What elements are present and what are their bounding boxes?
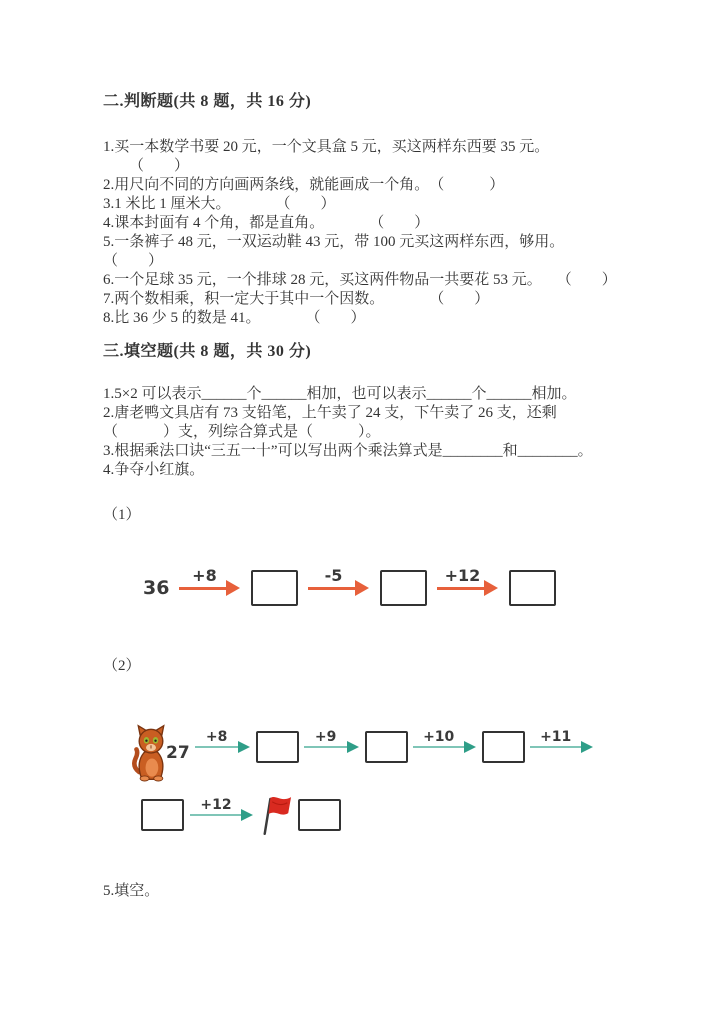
- judgement-q4: 4.课本封面有 4 个角，都是直角。 （ ）: [103, 215, 430, 231]
- judgement-q7: 7.两个数相乘，积一定大于其中一个因数。 （ ）: [103, 291, 490, 307]
- judgement-q1-answer-blank: （ ）: [129, 158, 190, 174]
- fill-blank-questions: [103, 385, 650, 480]
- judgement-q8: 8.比 36 少 5 的数是 41。 （ ）: [103, 310, 366, 326]
- arrow-shaft: [530, 746, 582, 748]
- arrow-shaft: [190, 814, 242, 816]
- number-chain-diagram-2-row-1: [131, 716, 650, 778]
- cat-icon: [131, 723, 171, 783]
- number-chain-diagram-2-row-2: [141, 794, 650, 836]
- answer-box: [380, 570, 427, 606]
- subitem-1-label: （1）: [103, 507, 141, 523]
- operation-label: +8: [192, 566, 217, 585]
- operation-label: +12: [200, 797, 232, 813]
- fill-q3: 3.根据乘法口诀“三五一十”可以写出两个乘法算式是________和________。: [103, 443, 593, 459]
- fill-q1: 1.5×2 可以表示______个______相加，也可以表示______个______相加。: [103, 386, 577, 402]
- arrow-shaft: [179, 587, 227, 590]
- operation-label: -5: [324, 566, 343, 585]
- answer-box: [141, 799, 184, 831]
- judgement-q6: 6.一个足球 35 元，一个排球 28 元，买这两件物品一共要花 53 元。 （ ）: [103, 272, 617, 288]
- fill-q2-continued: （ ）支，列综合算式是（ ）。: [103, 424, 381, 440]
- arrow-right-icon: [195, 730, 251, 764]
- fill-q2: 2.唐老鸭文具店有 73 支铅笔，上午卖了 24 支，下午卖了 26 支，还剩: [103, 405, 557, 421]
- arrow-right-icon: [179, 566, 241, 607]
- arrow-shaft: [308, 587, 356, 590]
- answer-box: [256, 731, 299, 763]
- fill-q4: 4.争夺小红旗。: [103, 462, 205, 478]
- arrow-right-icon: [308, 566, 370, 607]
- judgement-q2: 2.用尺向不同的方向画两条线，就能画成一个角。 （ ）: [103, 177, 505, 193]
- operation-label: +12: [444, 566, 481, 585]
- judgement-q1: 1.买一本数学书要 20 元，一个文具盒 5 元，买这两样东西要 35 元。: [103, 139, 550, 155]
- judgement-q5: 5.一条裤子 48 元，一双运动鞋 43 元，带 100 元买这两样东西，够用。: [103, 234, 565, 250]
- operation-label: +9: [314, 729, 337, 745]
- number-chain-diagram-1: [143, 566, 650, 607]
- section-fill-blank-heading: 三.填空题(共 8 题，共 30 分): [103, 343, 312, 360]
- arrow-right-icon: [530, 730, 594, 764]
- answer-box: [251, 570, 298, 606]
- judgement-q5-answer-blank: （ ）: [103, 253, 164, 269]
- arrow-right-icon: [437, 566, 499, 607]
- operation-label: +8: [205, 729, 228, 745]
- red-flag-icon: [260, 794, 292, 836]
- fill-q5: 5.填空。: [103, 883, 160, 899]
- arrow-right-icon: [190, 798, 254, 832]
- answer-box: [365, 731, 408, 763]
- judgement-q3: 3.1 米比 1 厘米大。 （ ）: [103, 196, 336, 212]
- judgement-questions: [103, 138, 650, 328]
- section-judgement-heading: 二.判断题(共 8 题，共 16 分): [103, 93, 312, 110]
- arrow-shaft: [413, 746, 465, 748]
- answer-box: [298, 799, 341, 831]
- diagram1-start-number: 36: [143, 577, 170, 599]
- arrow-shaft: [195, 746, 239, 748]
- arrow-right-icon: [413, 730, 477, 764]
- subitem-2-label: （2）: [103, 658, 141, 674]
- answer-box: [509, 570, 556, 606]
- operation-label: +11: [540, 729, 572, 745]
- answer-box: [482, 731, 525, 763]
- diagram2-start-number: 27: [166, 743, 190, 763]
- operation-label: +10: [423, 729, 455, 745]
- arrow-right-icon: [304, 730, 360, 764]
- arrow-shaft: [304, 746, 348, 748]
- arrow-shaft: [437, 587, 485, 590]
